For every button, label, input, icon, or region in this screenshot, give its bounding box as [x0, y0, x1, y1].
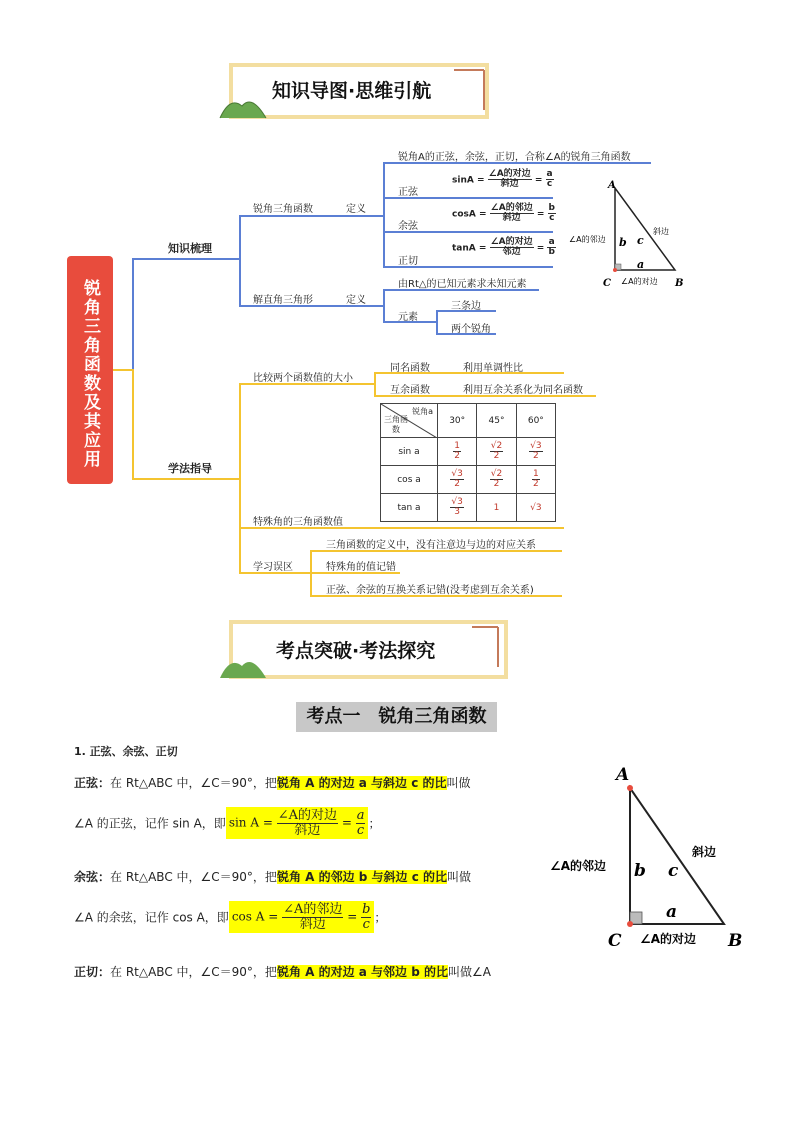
- element-edges: 三条边: [451, 301, 481, 312]
- small-triangle-figure: [565, 176, 690, 291]
- sub1-def: 定义: [346, 204, 366, 215]
- sub2-def: 定义: [346, 295, 366, 306]
- table-header-bottom: 三角函数: [384, 415, 408, 434]
- elements-label: 元素: [398, 312, 418, 323]
- small-label-adj: ∠A的邻边: [569, 235, 606, 244]
- sin-def-line1: 正弦：在 Rt△ABC 中，∠C＝90°，把锐角 A 的对边 a 与斜边 c 的比叫做: [74, 776, 471, 790]
- compare-row1-name: 同名函数: [390, 363, 430, 374]
- hill-icon: [218, 92, 268, 120]
- small-label-a: a: [637, 258, 645, 271]
- section-subhead: 1. 正弦、余弦、正切: [74, 745, 178, 758]
- section-title: 考点一 锐角三角函数: [296, 702, 497, 732]
- sin-formula-box: sin A = $\frac{\text{∠A的对边}}{\text{斜边}}$ = $\frac{a}{c}$: [226, 807, 369, 839]
- cos-def-line1: 余弦：在 Rt△ABC 中，∠C＝90°，把锐角 A 的邻边 b 与斜边 c 的比叫做: [74, 870, 472, 884]
- cos-formula: cosA = $\frac{\text{∠A的邻边}}{\text{斜边}}$ = $\frac{b}{c}$: [452, 203, 555, 224]
- table-row-sin: sin a: [381, 438, 438, 466]
- branch2-label: 学法指导: [168, 462, 212, 475]
- big-label-B: B: [728, 931, 743, 951]
- branch1-label: 知识梳理: [168, 242, 212, 255]
- small-label-B: B: [675, 278, 684, 289]
- special-angle-table: 锐角a 三角函数 30° 45° 60° sin a $\frac{1}{2}$ $\frac{√2}{2}$ $\frac{√3}{2}$ cos a $\frac{√3}{2}$ $\frac{√2}{2}$ $\frac{1}{2}$ tan a $\frac{√3}{3}$ 1 √3: [380, 403, 556, 522]
- cos-def-line2: ∠A 的余弦，记作 cos A，即 cos A = $\frac{\text{∠A的邻边}}{\text{斜边}}$ = $\frac{b}{c}$ ；: [74, 902, 387, 932]
- table-corner-cell: [381, 404, 438, 438]
- tan45-value: 1: [477, 494, 516, 522]
- small-label-hyp: 斜边: [653, 227, 669, 236]
- small-label-opp: ∠A的对边: [621, 277, 658, 286]
- sub1-intro: 锐角A的正弦，余弦，正切，合称∠A的锐角三角函数: [398, 152, 631, 163]
- branch1-line: [132, 258, 240, 260]
- small-label-c: c: [637, 234, 644, 247]
- branch1-vertical: [239, 215, 241, 305]
- root-connector-yellow: [132, 370, 134, 478]
- compare-row1-method: 利用单调性比: [463, 363, 523, 374]
- sub2-label: 解直角三角形: [253, 295, 313, 306]
- sub1-label: 锐角三角函数: [253, 204, 313, 215]
- big-label-a: a: [666, 902, 678, 922]
- compare-row2-method: 利用互余关系化为同名函数: [463, 385, 583, 396]
- sub2-def-text: 由Rt△的已知元素求未知元素: [398, 279, 527, 290]
- corner-deco: [450, 66, 490, 116]
- hill-icon: [218, 652, 268, 680]
- element-angles: 两个锐角: [451, 324, 491, 335]
- tan-formula: tanA = $\frac{\text{∠A的对边}}{\text{邻边}}$ = $\frac{a}{b}$: [452, 237, 555, 258]
- big-label-C: C: [608, 931, 622, 951]
- big-label-c: c: [668, 861, 679, 881]
- mindmap-root: 锐角三角函数及其应用: [67, 256, 113, 484]
- big-label-hyp: 斜边: [692, 845, 717, 859]
- cos-formula-box: cos A = $\frac{\text{∠A的邻边}}{\text{斜边}}$ = $\frac{b}{c}$: [229, 901, 375, 933]
- big-label-opp: ∠A的对边: [640, 932, 697, 946]
- root-stub: [113, 369, 134, 371]
- table-col-45: 45°: [477, 404, 516, 438]
- big-label-A: A: [616, 765, 630, 785]
- table-col-60: 60°: [516, 404, 555, 438]
- small-label-A: A: [608, 180, 616, 191]
- table-header-top: 锐角a: [412, 407, 433, 416]
- mistakes-label: 学习误区: [253, 562, 293, 573]
- corner-deco: [468, 623, 508, 673]
- compare-label: 比较两个函数值的大小: [253, 373, 353, 384]
- compare-row2-name: 互余函数: [390, 385, 430, 396]
- branch2-line: [132, 478, 240, 480]
- sin-formula: sinA = $\frac{\text{∠A的对边}}{\text{斜边}}$ = $\frac{a}{c}$: [452, 169, 553, 190]
- small-label-C: C: [603, 278, 611, 289]
- big-triangle-figure: [548, 760, 758, 955]
- branch2-vertical: [239, 383, 241, 573]
- tan60-value: √3: [516, 494, 555, 522]
- sub1-line: [239, 215, 384, 217]
- special-label: 特殊角的三角函数值: [253, 517, 343, 528]
- sub2-children-vertical: [383, 289, 385, 322]
- table-row-tan: tan a: [381, 494, 438, 522]
- elements-vertical: [436, 310, 438, 334]
- tan-name: 正切: [398, 256, 418, 267]
- big-label-b: b: [634, 861, 646, 881]
- mistake-2: 特殊角的值记错: [326, 562, 396, 573]
- sin-def-line2: ∠A 的正弦，记作 sin A，即 sin A = $\frac{\text{∠A的对边}}{\text{斜边}}$ = $\frac{a}{c}$ ；: [74, 808, 381, 838]
- big-label-adj: ∠A的邻边: [550, 859, 607, 873]
- tan-def-line1: 正切：在 Rt△ABC 中，∠C＝90°，把锐角 A 的对边 a 与邻边 b 的比叫做∠A: [74, 965, 491, 979]
- cos-name: 余弦: [398, 221, 418, 232]
- table-row-cos: cos a: [381, 466, 438, 494]
- mistake-1: 三角函数的定义中，没有注意边与边的对应关系: [326, 540, 536, 551]
- mistake-3: 正弦、余弦的互换关系记错(没考虑到互余关系): [326, 585, 534, 596]
- sub1-children-vertical: [383, 162, 385, 266]
- table-col-30: 30°: [438, 404, 477, 438]
- compare-vertical: [374, 372, 376, 396]
- sin-name: 正弦: [398, 187, 418, 198]
- banner-title-1: 知识导图·思维引航: [272, 80, 432, 102]
- small-label-b: b: [619, 236, 627, 249]
- root-connector-blue: [132, 258, 134, 370]
- banner-title-2: 考点突破·考法探究: [276, 640, 436, 662]
